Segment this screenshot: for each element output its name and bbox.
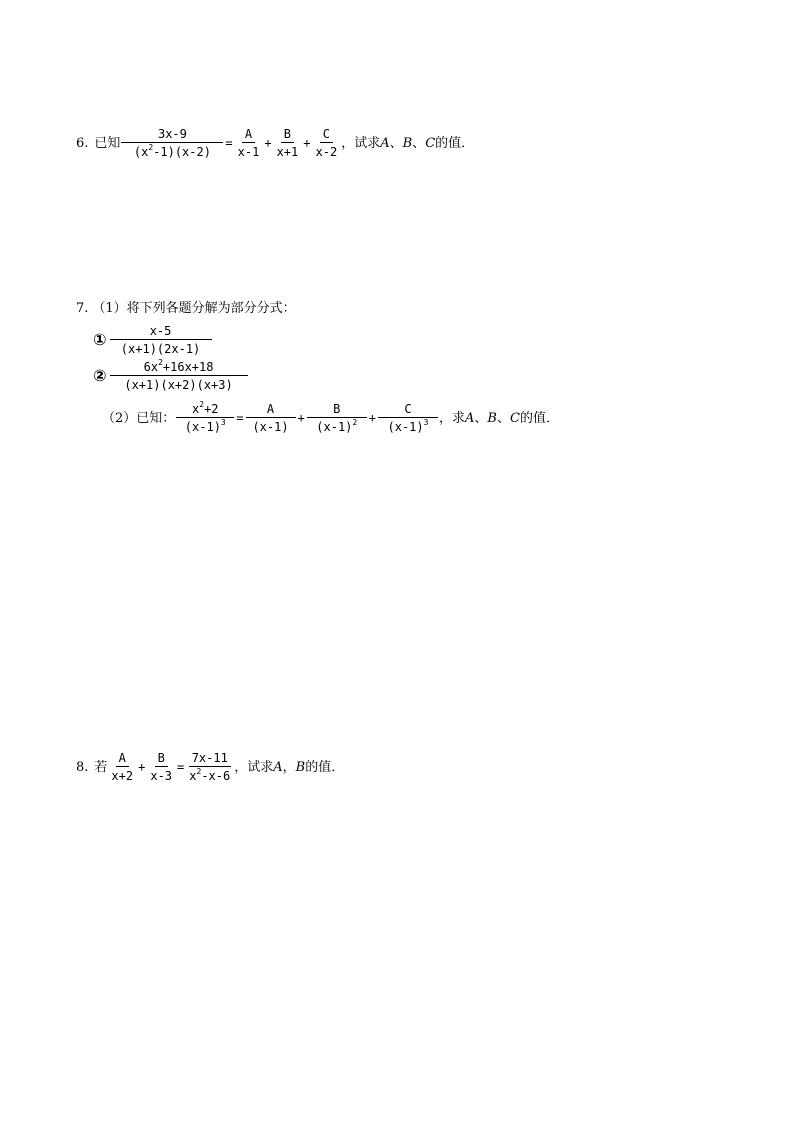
item-2 <box>93 358 559 392</box>
plus-sign: + <box>138 760 146 774</box>
item-1-numerator: x-5 <box>110 325 212 340</box>
term-a-fraction: $\frac{A}{x-1}$ <box>237 127 260 159</box>
part-2-label: （2）已知： <box>102 410 176 426</box>
item-1 <box>93 325 559 355</box>
circled-two-mark: ② <box>93 366 107 385</box>
circled-one-mark: ① <box>93 330 107 349</box>
plus-sign: + <box>303 136 311 150</box>
item-2-denominator: (x+1)(x+2)(x+3) <box>124 378 233 392</box>
part-2-term-b: $\frac{B}{(x-1)^2}$ <box>307 403 367 433</box>
part-2-term-a: $\frac{A}{(x-1)}$ <box>246 403 296 433</box>
problem-7 <box>76 302 559 433</box>
part-1-heading <box>76 302 559 315</box>
problem-number: 6. <box>76 135 89 151</box>
plus-sign: + <box>368 411 376 425</box>
main-numerator: 3x-9 <box>121 128 223 143</box>
plus-sign: + <box>297 411 305 425</box>
problem-tail: ，试求A，B的值． <box>234 759 345 775</box>
problem-8 <box>76 752 344 782</box>
problem-number: 7. <box>76 301 89 316</box>
part-2-term-c: $\frac{C}{(x-1)^3}$ <box>378 403 438 433</box>
item-1-denominator: (x+1)(2x-1) <box>120 342 201 356</box>
problem-lead: 若 <box>94 759 108 775</box>
part-2 <box>102 400 559 434</box>
plus-sign: + <box>264 136 272 150</box>
term-a-fraction: $\frac{A}{x+2}$ <box>111 751 134 783</box>
part-1-label: （1）将下列各题分解为部分分式： <box>92 301 296 316</box>
equals-sign: = <box>236 411 244 425</box>
item-2-numerator: $6x^2+16x+18$ <box>110 361 248 376</box>
problem-6 <box>76 128 474 158</box>
problem-number: 8. <box>76 759 89 775</box>
term-b-fraction: $\frac{B}{x-3}$ <box>150 751 173 783</box>
term-c-fraction: $\frac{C}{x-2}$ <box>315 127 338 159</box>
equals-sign: = <box>225 136 233 150</box>
main-fraction <box>121 128 223 158</box>
main-denominator: $(x^2-1)(x-2)$ <box>133 143 211 159</box>
term-b-fraction: $\frac{B}{x+1}$ <box>276 127 299 159</box>
problem-lead: 已知 <box>94 135 121 151</box>
part-2-lhs-fraction: $\frac{x^2+2}{(x-1)^3}$ <box>176 403 234 433</box>
equals-sign: = <box>177 760 185 774</box>
item-2-fraction <box>110 358 248 392</box>
problem-tail: ，试求A、B、C的值． <box>341 135 475 151</box>
rhs-fraction: $\frac{7x-11}{x^2-x-6}$ <box>189 751 231 783</box>
problem-tail: ，求A、B、C的值． <box>438 410 559 426</box>
item-1-fraction <box>110 325 212 355</box>
